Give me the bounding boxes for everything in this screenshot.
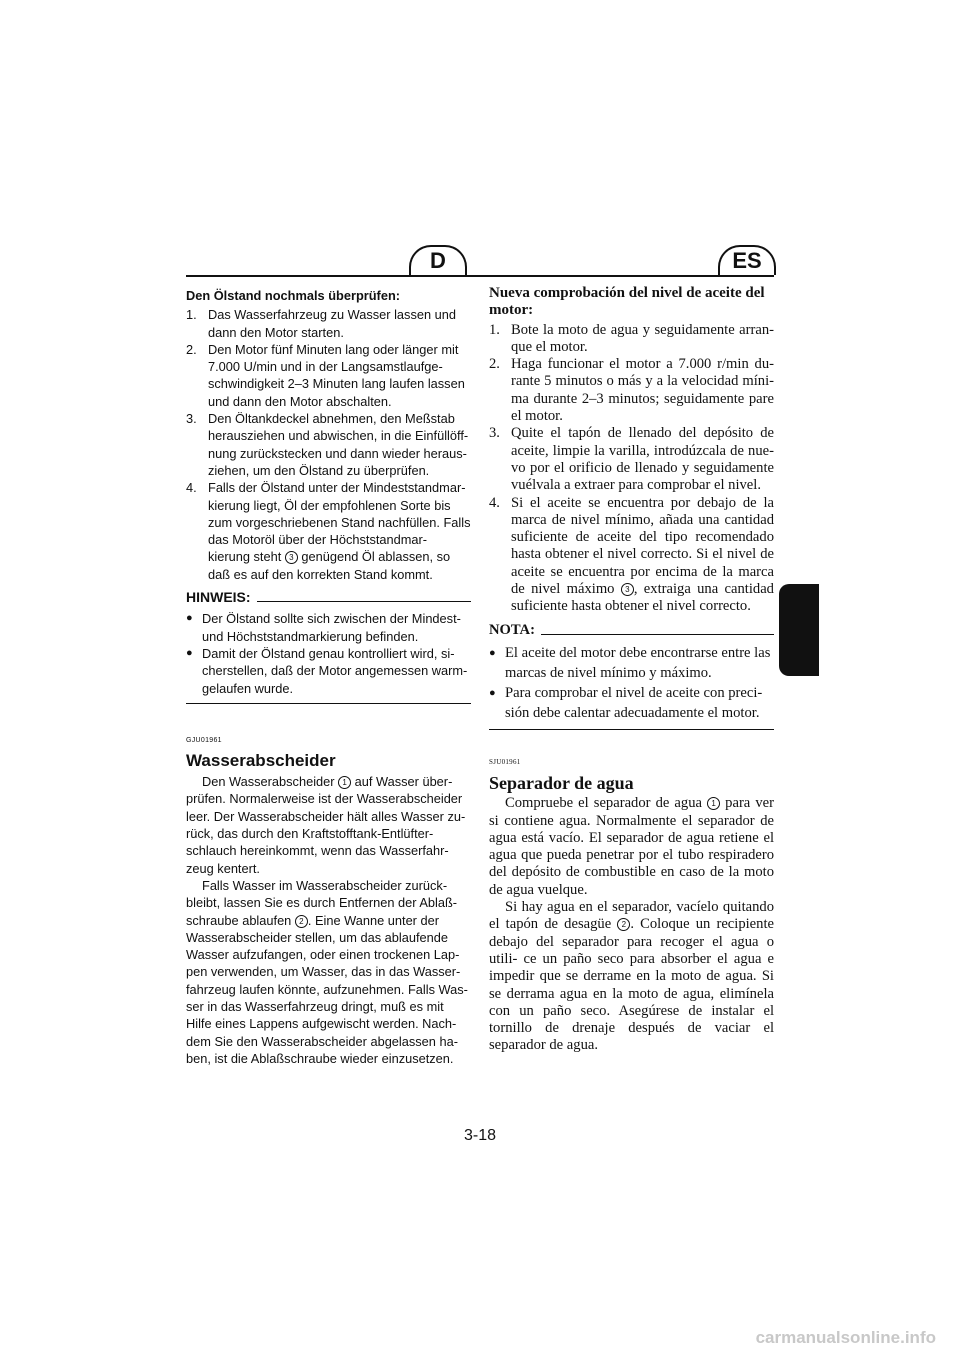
note-end-rule (489, 729, 774, 730)
callout-marker: 1 (707, 797, 720, 810)
note-item: ● Damit der Ölstand genau kontrolliert wird, si- cherstellen, daß der Motor angemessen warm- gelaufen wurde. (186, 645, 471, 697)
note-item: ● El aceite del motor debe encontrarse entre las marcas de nivel mínimo y máximo. (489, 643, 774, 683)
step-item: 3. Quite el tapón de llenado del depósito de aceite, limpie la varilla, introdúzcala de nue- vo por el orificio de llenado y seguidamente vuélvala a extraer para comprobar el nivel. (489, 425, 774, 494)
callout-marker: 3 (621, 583, 634, 596)
note-list (186, 610, 471, 696)
callout-marker: 1 (338, 776, 351, 789)
section-code: SJU01961 (489, 757, 521, 766)
step-item: 1. Bote la moto de agua y seguidamente arran- que el motor. (489, 321, 774, 355)
section-title: Separador de agua (489, 773, 634, 794)
oil-check-heading: Den Ölstand nochmals überprüfen: (186, 288, 401, 303)
spanish-column (489, 285, 774, 1055)
note-heading: HINWEIS: (186, 589, 471, 606)
callout-marker: 3 (285, 551, 298, 564)
language-badge-german: D (409, 245, 467, 275)
header-rule (186, 275, 774, 277)
callout-marker: 2 (617, 918, 630, 931)
section-title: Wasserabscheider (186, 751, 336, 771)
german-column (186, 287, 471, 1067)
step-item: 1. Das Wasserfahrzeug zu Wasser lassen und dann den Motor starten. (186, 307, 456, 340)
body-paragraph: Den Wasserabscheider 1 auf Wasser über- prüfen. Normalerweise ist der Wasserabscheider leer. Der Wasserabscheider hält alles Wasser zu- rück, das durch den Kraftstofftank-Entlüfter- schlauch hereinkommt, wenn das Wasserfahr- zeug kentert. (186, 774, 466, 876)
note-item: ● Der Ölstand sollte sich zwischen der Mindest- und Höchststandmarkierung befinden. (186, 610, 471, 645)
step-item: 4. Si el aceite se encuentra por debajo de la marca de nivel mínimo, añada una cantidad suficiente de aceite del tipo recomendado hasta obtener el nivel correcto. Si el nivel de aceite se encuentra por encima de la marca de nivel máximo 3 , extraiga una cantidad suficiente hasta obtener el nivel correcto. (489, 494, 774, 615)
note-end-rule (186, 703, 471, 704)
body-paragraph: Compruebe el separador de agua 1 para ver si contiene agua. Normalmente el separador de agua está vacío. El separador de agua retiene el agua que pueda penetrar por el tubo respiradero del depósito de combustible en caso de la moto de agua vuelque. (489, 795, 774, 898)
step-item: 2. Den Motor fünf Minuten lang oder länger mit 7.000 U/min und in der Langsamstlaufge- schwindigkeit 2–3 Minuten lang laufen lassen und dann den Motor abschalten. (186, 341, 465, 409)
callout-marker: 2 (295, 915, 308, 928)
body-paragraph: Falls Wasser im Wasserabscheider zurück- bleibt, lassen Sie es durch Entfernen der Ablaß- schraube ablaufen 2 . Eine Wanne unter der Wasserabscheider stellen, um das ablaufende Wasser aufzufangen, oder einen trockenen Lap- pen verwenden, um Wasser, das in das Wasser- fahrzeug laufen könnte, aufzunehmen. Falls Was- ser in das Wasserfahrzeug dringt, muß es mit Hilfe eines Lappens aufgewischt werden. Nach- dem Sie den Wasserabscheider abgelassen ha- ben, ist die Ablaßschraube wieder einzusetzen. (186, 877, 468, 1066)
step-item: 4. Falls der Ölstand unter der Mindeststandmar- kierung liegt, Öl der empfohlenen Sorte bis zum vorgeschriebenen Stand nachfüllen. Falls das Motoröl über der Höchststandmar- kierung steht 3 genügend Öl ablassen, so daß es auf den korrekten Stand kommt. (186, 480, 471, 582)
watermark: carmanualsonline.info (755, 1328, 936, 1347)
chapter-side-tab (779, 584, 819, 676)
note-item: ● Para comprobar el nivel de aceite con preci- sión debe calentar adecuadamente el motor. (489, 683, 774, 723)
note-heading: NOTA: (489, 622, 774, 639)
oil-check-heading: Nueva comprobación del nivel de aceite del motor: (489, 285, 765, 319)
body-paragraph: Si hay agua en el separador, vacíelo quitando el tapón de desagüe 2 . Coloque un recipiente debajo del separador para recoger el agua o utili- ce un paño seco para absorber el agua e impedir que se derrame en la moto de agua. Si se derrama agua en la moto de agua, elimínela con un paño seco. Asegúrese de instalar el tornillo de drenaje después de vaciar el separador de agua. (489, 899, 774, 1054)
oil-check-steps (489, 322, 774, 616)
language-badge-spanish: ES (718, 245, 776, 275)
section-code: GJU01961 (186, 736, 222, 744)
step-item: 3. Den Öltankdeckel abnehmen, den Meßstab herausziehen und abwischen, in die Einfüllöff- nung zurückstecken und dann wieder heraus- ziehen, um den Ölstand zu überprüfen. (186, 411, 469, 478)
page-number: 3-18 (463, 1127, 497, 1144)
note-list (489, 643, 774, 723)
step-item: 2. Haga funcionar el motor a 7.000 r/min du- rante 5 minutos o más y a la velocidad míni- ma durante 2–3 minutos; seguidamente pare el motor. (489, 356, 774, 425)
oil-check-steps (186, 306, 471, 583)
